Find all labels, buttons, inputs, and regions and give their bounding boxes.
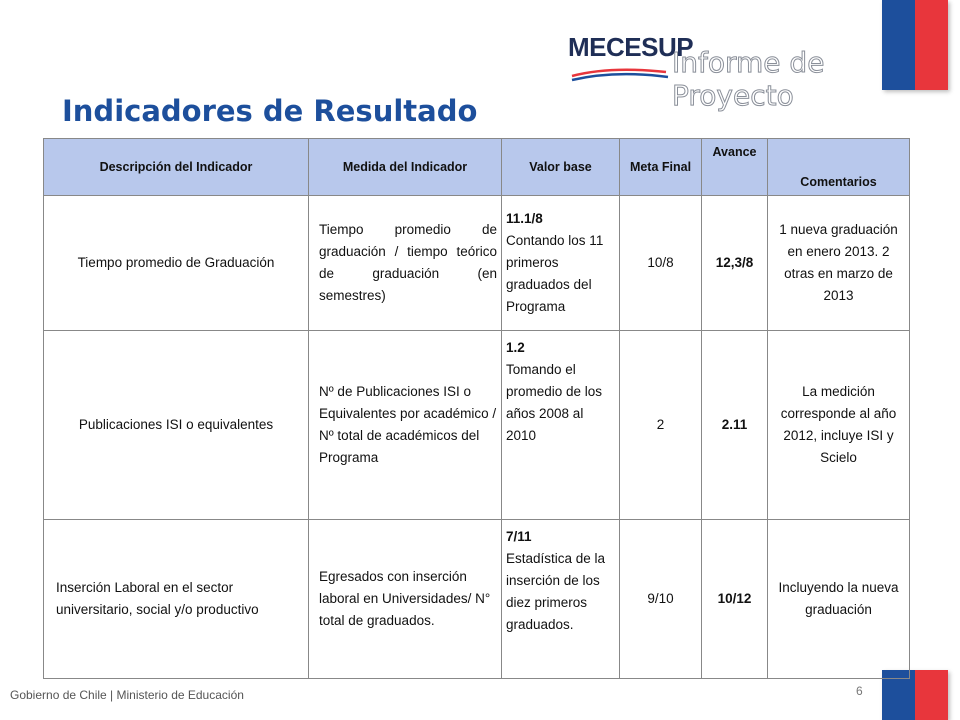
cell-comentarios: La medición corresponde al año 2012, incluye ISI y Scielo [768, 331, 910, 520]
page-title: Indicadores de Resultado [62, 94, 478, 128]
mecesup-logo [568, 24, 878, 112]
page-number: 6 [856, 684, 863, 698]
table-row [44, 196, 910, 331]
cell-medida: Egresados con inserción laboral en Universidades/ N° total de graduados. [309, 520, 502, 679]
header-medida: Medida del Indicador [309, 139, 502, 196]
table-row [44, 520, 910, 679]
valor-base-value: 7/11 [506, 529, 532, 544]
logo-main-text: MECESUP [568, 32, 694, 62]
flag-blue-band [882, 0, 915, 90]
flag-decoration-top [882, 0, 948, 90]
logo-swoosh-icon [570, 64, 670, 82]
table-header-row [44, 139, 910, 196]
cell-avance: 2.11 [702, 331, 768, 520]
cell-medida: Nº de Publicaciones ISI o Equivalentes por académico / Nº total de académicos del Programa [309, 331, 502, 520]
header-comentarios: Comentarios [768, 139, 910, 196]
flag-red-band [915, 0, 948, 90]
valor-base-note: Estadística de la inserción de los diez primeros graduados. [506, 551, 606, 632]
cell-meta-final: 9/10 [620, 520, 702, 679]
cell-avance: 10/12 [702, 520, 768, 679]
table-row [44, 331, 910, 520]
valor-base-note: Contando los 11 primeros graduados del Programa [506, 233, 604, 314]
indicators-table [43, 138, 910, 679]
cell-comentarios: 1 nueva graduación en enero 2013. 2 otras en marzo de 2013 [768, 196, 910, 331]
valor-base-value: 1.2 [506, 340, 525, 355]
cell-medida: Tiempo promedio de graduación / tiempo teórico de graduación (en semestres) [309, 196, 502, 331]
cell-meta-final: 2 [620, 331, 702, 520]
cell-descripcion: Tiempo promedio de Graduación [44, 196, 309, 331]
cell-comentarios: Incluyendo la nueva graduación [768, 520, 910, 679]
valor-base-value: 11.1/8 [506, 211, 543, 226]
logo-sub-text: Informe de Proyecto [672, 46, 825, 112]
cell-descripcion: Publicaciones ISI o equivalentes [44, 331, 309, 520]
header-valor-base: Valor base [502, 139, 620, 196]
flag-red-band [915, 670, 948, 720]
cell-valor-base [502, 520, 620, 679]
header-descripcion: Descripción del Indicador [44, 139, 309, 196]
cell-meta-final: 10/8 [620, 196, 702, 331]
header-meta-final: Meta Final [620, 139, 702, 196]
cell-valor-base [502, 331, 620, 520]
cell-avance: 12,3/8 [702, 196, 768, 331]
header-avance: Avance [702, 139, 768, 196]
cell-descripcion: Inserción Laboral en el sector universitario, social y/o productivo [44, 520, 309, 679]
cell-valor-base [502, 196, 620, 331]
valor-base-note: Tomando el promedio de los años 2008 al 2010 [506, 362, 603, 443]
footer-text: Gobierno de Chile | Ministerio de Educación [10, 688, 244, 702]
